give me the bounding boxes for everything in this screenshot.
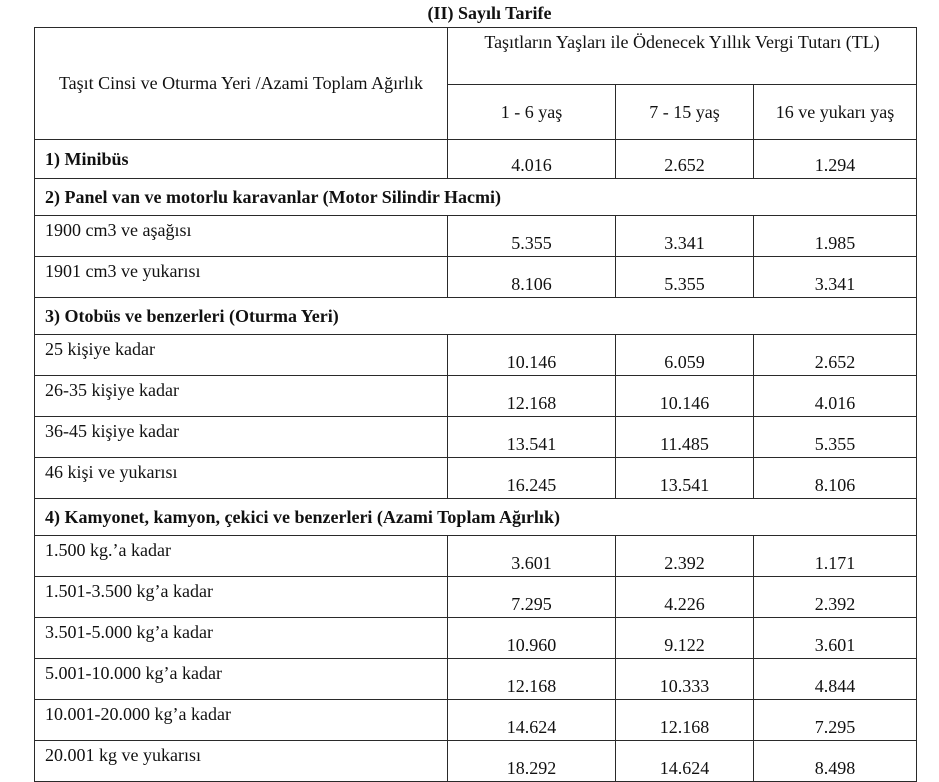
value-cell: 18.292: [448, 741, 616, 782]
value-cell: 4.844: [754, 659, 917, 700]
document-title: (II) Sayılı Tarife: [427, 3, 552, 23]
value-cell: 12.168: [448, 376, 616, 417]
value-cell: 2.392: [754, 577, 917, 618]
age-header-16-plus: 16 ve yukarı yaş: [754, 85, 917, 140]
value-cell: 1.171: [754, 536, 917, 577]
table-row: [35, 577, 917, 618]
vehicle-column-header: Taşıt Cinsi ve Oturma Yeri /Azami Toplam Ağırlık: [35, 28, 448, 140]
value-cell: 2.392: [616, 536, 754, 577]
row-label: 5.001-10.000 kg’a kadar: [35, 659, 448, 700]
table-row: [35, 257, 917, 298]
tax-amount-group-header: Taşıtların Yaşları ile Ödenecek Yıllık Vergi Tutarı (TL): [448, 28, 917, 85]
section-heading: 2) Panel van ve motorlu karavanlar (Motor Silindir Hacmi): [35, 179, 917, 216]
table-row: [35, 741, 917, 782]
minibus-row: [35, 140, 917, 179]
value-cell: 13.541: [448, 417, 616, 458]
section-heading-row: [35, 179, 917, 216]
value-cell: 2.652: [754, 335, 917, 376]
value-cell: 7.295: [448, 577, 616, 618]
value-cell: 16.245: [448, 458, 616, 499]
value-cell: 10.146: [448, 335, 616, 376]
row-label: 1901 cm3 ve yukarısı: [35, 257, 448, 298]
table-row: [35, 216, 917, 257]
row-label: 3.501-5.000 kg’a kadar: [35, 618, 448, 659]
table-row: [35, 659, 917, 700]
row-label: 10.001-20.000 kg’a kadar: [35, 700, 448, 741]
table-row: [35, 417, 917, 458]
value-cell: 12.168: [616, 700, 754, 741]
value-cell: 11.485: [616, 417, 754, 458]
value-cell: 1.294: [754, 140, 917, 179]
value-cell: 8.106: [754, 458, 917, 499]
value-cell: 10.960: [448, 618, 616, 659]
row-label: 1) Minibüs: [35, 140, 448, 179]
header-row-1: [35, 28, 917, 85]
value-cell: 4.016: [754, 376, 917, 417]
row-label: 1.501-3.500 kg’a kadar: [35, 577, 448, 618]
value-cell: 13.541: [616, 458, 754, 499]
value-cell: 3.601: [754, 618, 917, 659]
value-cell: 8.106: [448, 257, 616, 298]
row-label: 26-35 kişiye kadar: [35, 376, 448, 417]
value-cell: 5.355: [754, 417, 917, 458]
row-label: 1900 cm3 ve aşağısı: [35, 216, 448, 257]
row-label: 1.500 kg.’a kadar: [35, 536, 448, 577]
value-cell: 5.355: [448, 216, 616, 257]
value-cell: 10.333: [616, 659, 754, 700]
value-cell: 3.341: [616, 216, 754, 257]
value-cell: 4.016: [448, 140, 616, 179]
table-row: [35, 335, 917, 376]
row-label: 36-45 kişiye kadar: [35, 417, 448, 458]
row-label: 25 kişiye kadar: [35, 335, 448, 376]
section-heading: 4) Kamyonet, kamyon, çekici ve benzerleri (Azami Toplam Ağırlık): [35, 499, 917, 536]
value-cell: 4.226: [616, 577, 754, 618]
value-cell: 14.624: [616, 741, 754, 782]
section-heading-row: [35, 298, 917, 335]
value-cell: 5.355: [616, 257, 754, 298]
value-cell: 12.168: [448, 659, 616, 700]
value-cell: 7.295: [754, 700, 917, 741]
table-row: [35, 376, 917, 417]
age-header-7-15: 7 - 15 yaş: [616, 85, 754, 140]
value-cell: 14.624: [448, 700, 616, 741]
table-row: [35, 618, 917, 659]
value-cell: 3.601: [448, 536, 616, 577]
value-cell: 6.059: [616, 335, 754, 376]
value-cell: 2.652: [616, 140, 754, 179]
row-label: 20.001 kg ve yukarısı: [35, 741, 448, 782]
row-label: 46 kişi ve yukarısı: [35, 458, 448, 499]
table-row: [35, 536, 917, 577]
section-heading: 3) Otobüs ve benzerleri (Oturma Yeri): [35, 298, 917, 335]
value-cell: 8.498: [754, 741, 917, 782]
value-cell: 1.985: [754, 216, 917, 257]
table-row: [35, 458, 917, 499]
value-cell: 3.341: [754, 257, 917, 298]
tariff-table: [34, 27, 917, 782]
table-row: [35, 700, 917, 741]
age-header-1-6: 1 - 6 yaş: [448, 85, 616, 140]
value-cell: 9.122: [616, 618, 754, 659]
section-heading-row: [35, 499, 917, 536]
value-cell: 10.146: [616, 376, 754, 417]
